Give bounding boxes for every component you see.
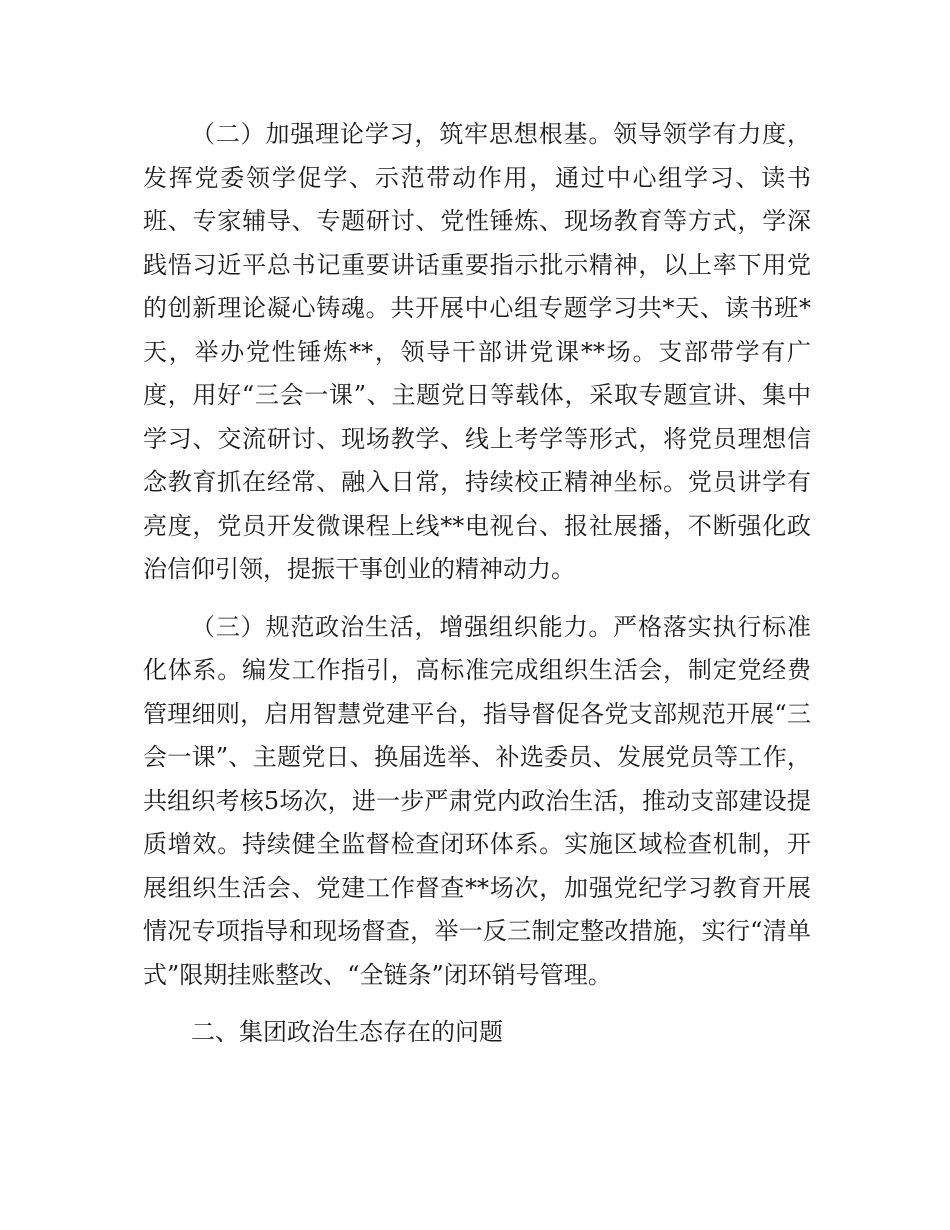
paragraph-political-life: （三）规范政治生活，增强组织能力。严格落实执行标准化体系。编发工作指引，高标准完成组织生活会，制定党经费管理细则，启用智慧党建平台，指导督促各党支部规范开展“三会一课”、主题党日、换届选举、补选委员、发展党员等工作，共组织考核5场次，进一步严肃党内政治生活，推动支部建设提质增效。持续健全监督检查闭环体系。实施区域检查机制，开展组织生活会、党建工作督查**场次，加强党纪学习教育开展情况专项指导和现场督查，举一反三制定整改措施，实行“清单式”限期挂账整改、“全链条”闭环销号管理。 bbox=[143, 612, 811, 989]
paragraph-theory-study: （二）加强理论学习，筑牢思想根基。领导领学有力度，发挥党委领学促学、示范带动作用，通过中心组学习、读书班、专家辅导、专题研讨、党性锤炼、现场教育等方式，学深践悟习近平总书记重要讲话重要指示批示精神，以上率下用党的创新理论凝心铸魂。共开展中心组专题学习共*天、读书班*天，举办党性锤炼**，领导干部讲党课**场。支部带学有广度，用好“三会一课”、主题党日等载体，采取专题宣讲、集中学习、交流研讨、现场教学、线上考学等形式，将党员理想信念教育抓在经常、融入日常，持续校正精神坐标。党员讲学有亮度，党员开发微课程上线**电视台、报社展播，不断强化政治信仰引领，提振干事创业的精神动力。 bbox=[143, 120, 811, 583]
section-heading: 二、集团政治生态存在的问题 bbox=[191, 1018, 503, 1046]
document-body bbox=[143, 113, 811, 1055]
